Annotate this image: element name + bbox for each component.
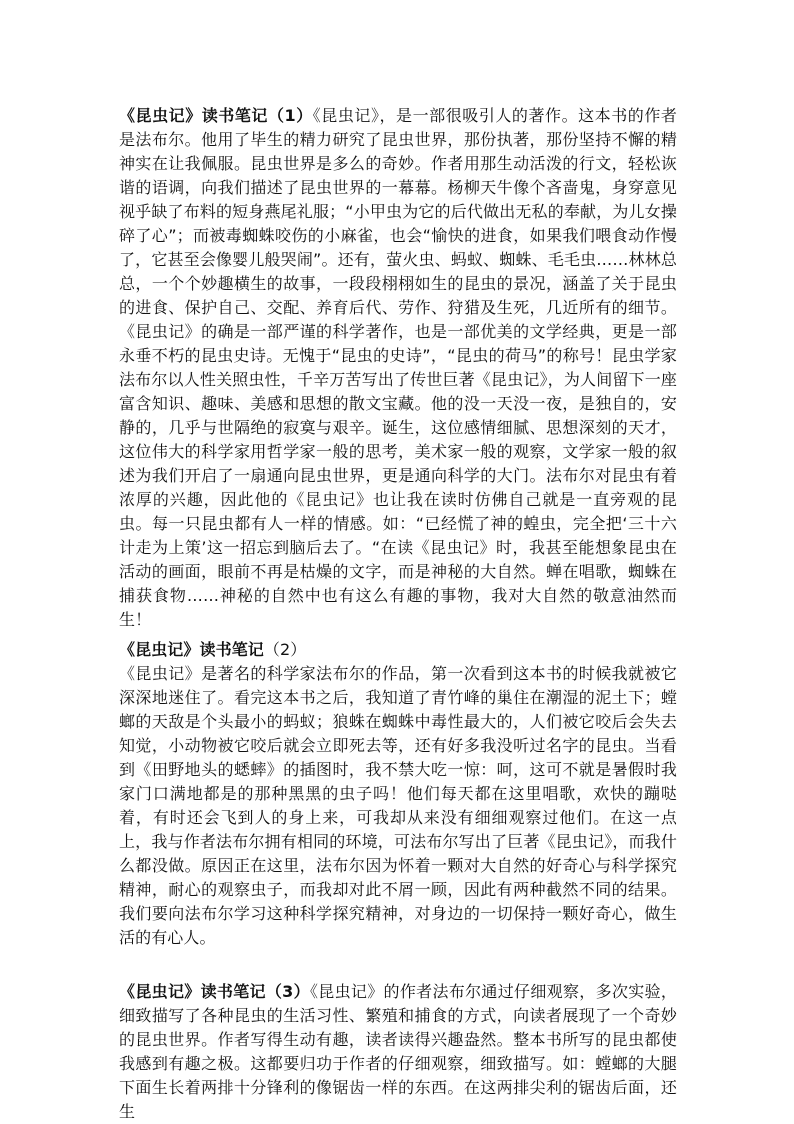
reading-note-2-heading xyxy=(119,638,677,662)
reading-note-3 xyxy=(119,980,677,1124)
document-page xyxy=(119,104,677,1124)
reading-note-1-heading: 《昆虫记》读书笔记（1） xyxy=(119,106,313,125)
reading-note-2-heading-number: （2） xyxy=(263,640,307,659)
reading-note-2-heading-title: 《昆虫记》读书笔记 xyxy=(119,640,264,659)
reading-note-1-body: 《昆虫记》，是一部很吸引人的著作。这本书的作者是法布尔。他用了毕生的精力研究了昆虫世界，那份执著，那份坚持不懈的精神实在让我佩服。昆虫世界是多么的奇妙。作者用那生动活泼的行文，轻松诙谐的语调，向我们描述了昆虫世界的一幕幕。杨柳天牛像个吝啬鬼，身穿意见视乎缺了布料的短身燕尾礼服；“小甲虫为它的后代做出无私的奉献，为儿女操碎了心”；而被毒蜘蛛咬伤的小麻雀，也会“愉快的进食，如果我们喂食动作慢了，它甚至会像婴儿般哭闹”。还有，萤火虫、蚂蚁、蜘蛛、毛毛虫……林林总总，一个个妙趣横生的故事，一段段栩栩如生的昆虫的景况，涵盖了关于昆虫的进食、保护自己、交配、养育后代、劳作、狩猎及生死，几近所有的细节。《昆虫记》的确是一部严谨的科学著作，也是一部优美的文学经典，更是一部永垂不朽的昆虫史诗。无愧于“昆虫的史诗”，“昆虫的荷马”的称号！昆虫学家法布尔以人性关照虫性，千辛万苦写出了传世巨著《昆虫记》，为人间留下一座富含知识、趣味、美感和思想的散文宝藏。他的没一天没一夜，是独自的，安静的，几乎与世隔绝的寂寞与艰辛。诞生，这位感情细腻、思想深刻的天才，这位伟大的科学家用哲学家一般的思考，美术家一般的观察，文学家一般的叙述为我们开启了一扇通向昆虫世界，更是通向科学的大门。法布尔对昆虫有着浓厚的兴趣，因此他的《昆虫记》也让我在读时仿佛自己就是一直旁观的昆虫。每一只昆虫都有人一样的情感。如：“已经慌了神的蝗虫，完全把‘三十六计走为上策’这一招忘到脑后去了。“在读《昆虫记》时，我甚至能想象昆虫在活动的画面，眼前不再是枯燥的文字，而是神秘的大自然。蝉在唱歌，蜘蛛在捕获食物……神秘的自然中也有这么有趣的事物，我对大自然的敬意油然而生！ xyxy=(119,106,677,629)
section-gap xyxy=(119,950,677,980)
reading-note-3-heading: 《昆虫记》读书笔记（3） xyxy=(119,982,310,1001)
reading-note-2-body: 《昆虫记》是著名的科学家法布尔的作品，第一次看到这本书的时候我就被它深深地迷住了。看完这本书之后，我知道了青竹峰的巢住在潮湿的泥土下；螳螂的天敌是个头最小的蚂蚁；狼蛛在蜘蛛中毒性最大的，人们被它咬后会失去知觉，小动物被它咬后就会立即死去等，还有好多我没听过名字的昆虫。当看到《田野地头的蟋蟀》的插图时，我不禁大吃一惊：呵，这可不就是暑假时我家门口满地都是的那种黑黑的虫子吗！他们每天都在这里唱歌，欢快的蹦哒着，有时还会飞到人的身上来，可我却从来没有细细观察过他们。在这一点上，我与作者法布尔拥有相同的环境，可法布尔写出了巨著《昆虫记》，而我什么都没做。原因正在这里，法布尔因为怀着一颗对大自然的好奇心与科学探究精神，耐心的观察虫子，而我却对此不屑一顾，因此有两种截然不同的结果。我们要向法布尔学习这种科学探究精神，对身边的一切保持一颗好奇心，做生活的有心人。 xyxy=(119,664,677,947)
reading-note-1 xyxy=(119,104,677,632)
reading-note-3-body: 《昆虫记》的作者法布尔通过仔细观察，多次实验，细致描写了各种昆虫的生活习性、繁殖和捕食的方式，向读者展现了一个奇妙的昆虫世界。作者写得生动有趣，读者读得兴趣盎然。整本书所写的昆虫都使我感到有趣之极。这都要归功于作者的仔细观察，细致描写。如：螳螂的大腿下面生长着两排十分锋利的像锯齿一样的东西。在这两排尖利的锯齿后面，还生 xyxy=(119,982,677,1121)
